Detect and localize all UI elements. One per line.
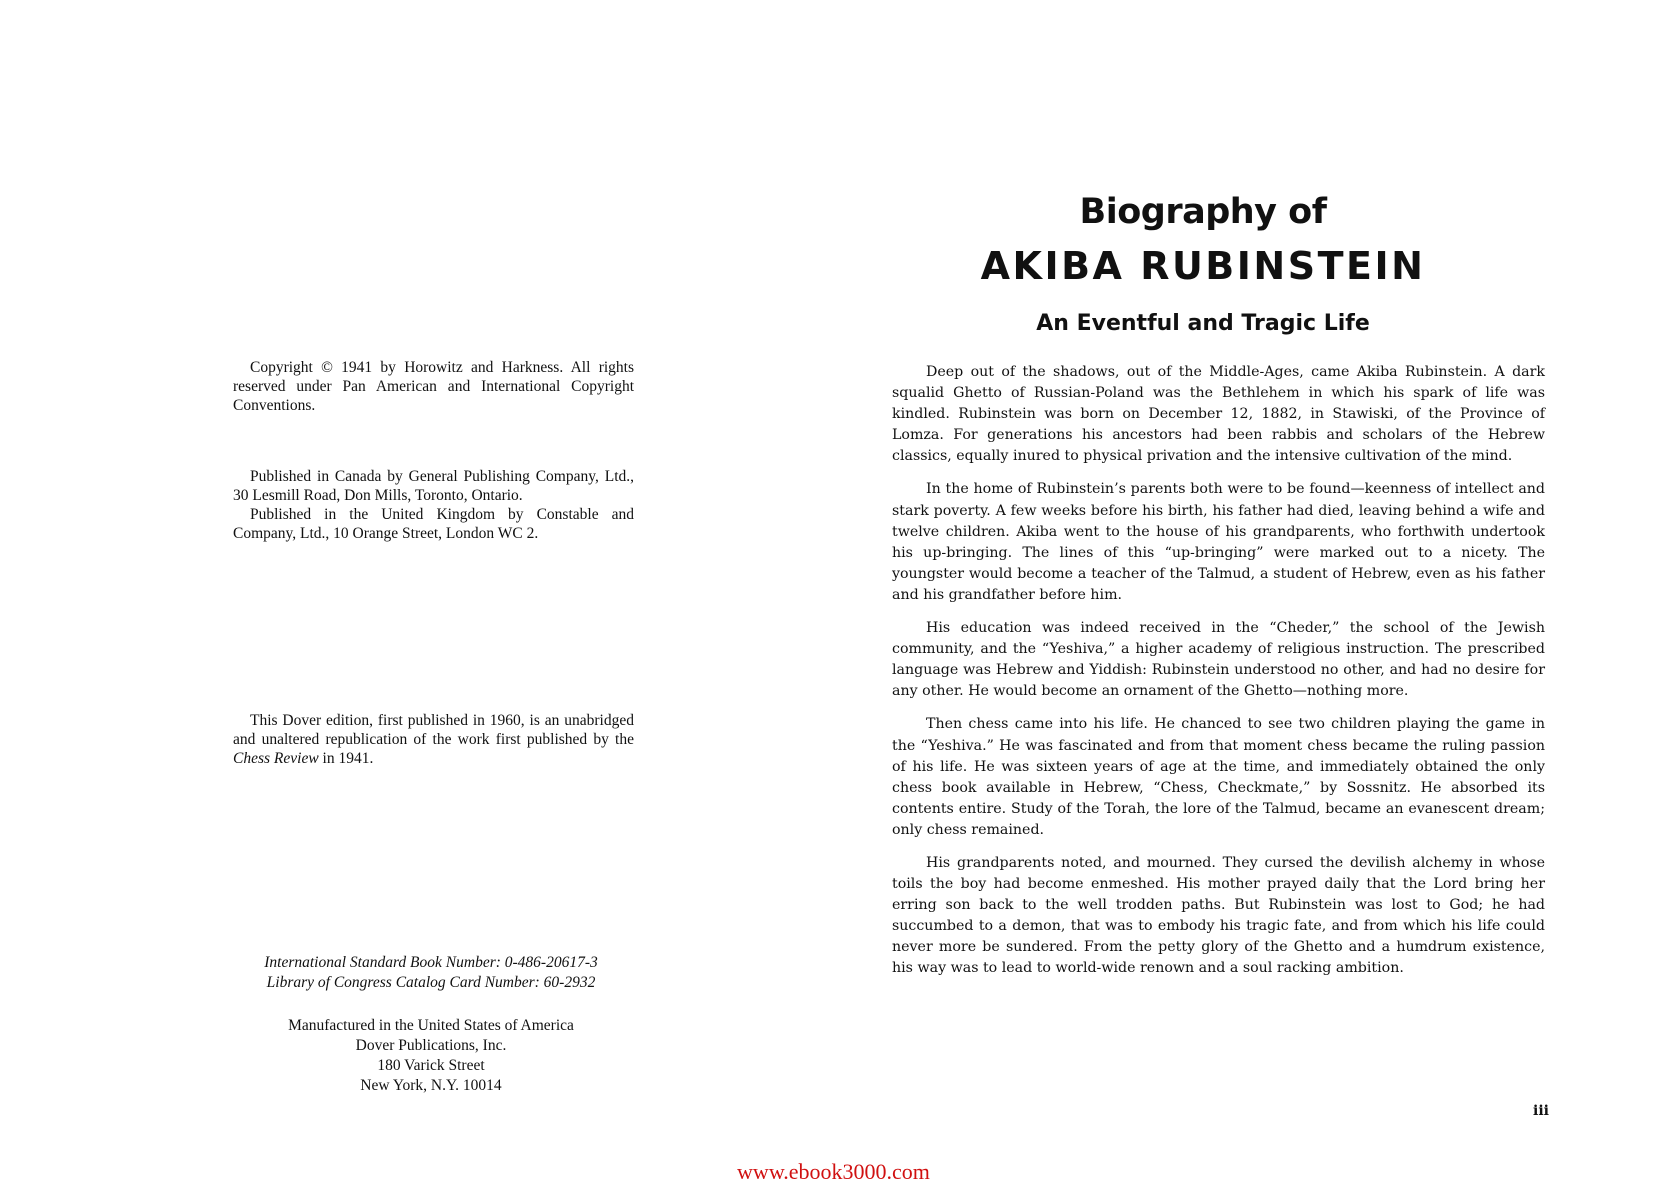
biography-paragraph: Then chess came into his life. He chanced to see two children playing the game in the “Yeshiva.” He was fascinated and from that moment chess became the ruling passion of his life. He was sixteen years of age at the time, and immediately obtained the only chess book available in Hebrew, “Chess, Checkmate,” by Sossnitz. He absorbed its contents entire. Study of the Torah, the lore of the Talmud, became an evanescent dream; only chess remained. [892, 716, 1545, 838]
biography-paragraph: In the home of Rubinstein’s parents both were to be found—keenness of intellect and stark poverty. A few weeks before his birth, his father had died, leaving behind a wife and twelve children. Akiba went to the house of his grandparents, who forthwith undertook his up-bringing. The lines of this “up-bringing” were marked out to a nicety. The youngster would become a teacher of the Talmud, a student of Hebrew, even as his father and his grandfather before him. [892, 481, 1545, 603]
dover-edition-notice [233, 711, 634, 768]
copyright-notice [233, 358, 634, 415]
biography-paragraph: Deep out of the shadows, out of the Middle-Ages, came Akiba Rubinstein. A dark squalid Ghetto of Russian-Poland was the Bethlehem in which his spark of life was kindled. Rubinstein was born on December 12, 1882, in Stawiski, of the Province of Lomza. For generations his ancestors had been rabbis and scholars of the Hebrew classics, equally inured to physical privation and the intensive cultivation of the mind. [892, 364, 1545, 465]
biography-heading [933, 190, 1473, 338]
right-page [833, 0, 1667, 1184]
dover-edition-text-before: This Dover edition, first published in 1960, is an unabridged and unaltered republication of the work first published by the [233, 712, 634, 748]
biography-paragraph: His grandparents noted, and mourned. They cursed the devilish alchemy in whose toils the boy had become enmeshed. His mother prayed daily that the Lord bring her erring son back to the well trodden paths. But Rubinstein was lost to God; he had succumbed to a demon, that was to embody his tragic fate, and from which his life could never more be sundered. From the petty glory of the Ghetto and a humdrum existence, his way was to lead to world-wide renown and a soul racking ambition. [892, 854, 1545, 977]
publication-notice [233, 467, 634, 543]
publisher-city: New York, N.Y. 10014 [360, 1077, 502, 1094]
dover-edition-paragraph [233, 711, 634, 768]
publisher-street: 180 Varick Street [377, 1057, 485, 1074]
dover-edition-text-after: in 1941. [318, 750, 374, 767]
lccn-line: Library of Congress Catalog Card Number: 60-2932 [266, 974, 596, 991]
chess-review-title: Chess Review [233, 750, 319, 767]
manufacturer-info [228, 1016, 634, 1096]
manufactured-line: Manufactured in the United States of America [288, 1017, 574, 1034]
heading-name: AKIBA RUBINSTEIN [980, 244, 1426, 288]
biography-paragraph: His education was indeed received in the “Cheder,” the school of the Jewish community, and the “Yeshiva,” a higher academy of religious instruction. The prescribed language was Hebrew and Yiddish: Rubinstein understood no other, and had no desire for any other. He would become an ornament of the Ghetto—nothing more. [892, 620, 1545, 700]
heading-biography-of: Biography of [1079, 192, 1327, 232]
biography-body [892, 362, 1545, 992]
page-number: iii [1533, 1103, 1549, 1119]
copyright-paragraph: Copyright © 1941 by Horowitz and Harkness. All rights reserved under Pan American and International Copyright Conventions. [233, 359, 634, 414]
isbn-info [228, 953, 634, 993]
published-uk: Published in the United Kingdom by Constable and Company, Ltd., 10 Orange Street, London WC 2. [233, 506, 634, 542]
left-page [0, 0, 833, 1184]
isbn-line: International Standard Book Number: 0-486-20617-3 [264, 954, 598, 971]
heading-subtitle: An Eventful and Tragic Life [1036, 311, 1370, 336]
published-canada: Published in Canada by General Publishing Company, Ltd., 30 Lesmill Road, Don Mills, Toronto, Ontario. [233, 468, 634, 504]
watermark-link[interactable]: www.ebook3000.com [737, 1159, 930, 1184]
publisher-name: Dover Publications, Inc. [355, 1037, 507, 1054]
